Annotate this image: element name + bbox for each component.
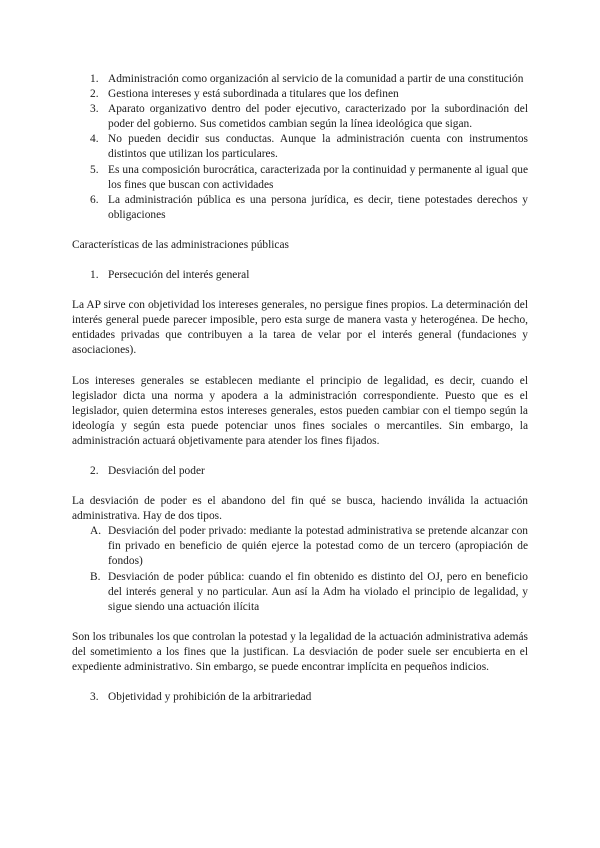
heading-2 bbox=[72, 464, 528, 479]
paragraph: La AP sirve con objetividad los intereses generales, no persigue fines propios. La determinación del interés general puede parecer imposible, pero esta surge de manera vasta y heterogénea. De hecho, entidades privadas que contribuyen a la tarea de velar por el interés general (fundaciones y asociaciones). bbox=[72, 299, 528, 357]
heading-1 bbox=[72, 268, 528, 283]
heading-number: 3. bbox=[90, 691, 99, 704]
list-item bbox=[72, 72, 528, 87]
list-letter: B. bbox=[90, 570, 101, 583]
spacer bbox=[72, 223, 528, 238]
heading-text: Desviación del poder bbox=[108, 464, 205, 477]
heading-number: 2. bbox=[90, 464, 99, 477]
list-letter: A. bbox=[90, 525, 102, 538]
list-text: Desviación del poder privado: mediante la potestad administrativa se pretende alcanzar con fin privado en beneficio de quién ejerce la potestad como de un tercero (apropiación de fondos) bbox=[108, 525, 528, 568]
list-item bbox=[72, 102, 528, 132]
list-item bbox=[72, 163, 528, 193]
list-text: La administración pública es una persona jurídica, es decir, tiene potestades derechos y obligaciones bbox=[108, 193, 528, 221]
paragraph: Los intereses generales se establecen mediante el principio de legalidad, es decir, cuando el legislador dicta una norma y apodera a la administración correspondiente. Puesto que es el legislador, quien determina estos intereses generales, estos pueden cambiar con el tiempo según la ideología y según esta puede potenciar unos fines sociales o mercantiles. Sin embargo, la administración actuará objetivamente para atender los fines fijados. bbox=[72, 374, 528, 447]
heading-number: 1. bbox=[90, 269, 99, 282]
spacer bbox=[72, 253, 528, 268]
deviation-types-list bbox=[72, 524, 528, 615]
spacer bbox=[72, 283, 528, 298]
list-item bbox=[72, 570, 528, 615]
list-text: Administración como organización al servicio de la comunidad a partir de una constitución bbox=[108, 73, 524, 85]
heading-item bbox=[72, 464, 528, 479]
list-item bbox=[72, 524, 528, 569]
list-number: 4. bbox=[90, 133, 99, 146]
list-item bbox=[72, 193, 528, 223]
spacer bbox=[72, 615, 528, 630]
spacer bbox=[72, 479, 528, 494]
list-number: 2. bbox=[90, 88, 99, 101]
heading-text: Persecución del interés general bbox=[108, 269, 250, 282]
list-number: 6. bbox=[90, 193, 99, 206]
characteristics-list bbox=[72, 72, 528, 223]
list-number: 3. bbox=[90, 103, 99, 116]
list-text: Aparato organizativo dentro del poder ejecutivo, caracterizado por la subordinación del poder del gobierno. Sus cometidos cambian según la línea ideológica que sigan. bbox=[108, 103, 528, 131]
spacer bbox=[72, 359, 528, 374]
spacer bbox=[72, 449, 528, 464]
spacer bbox=[72, 675, 528, 690]
list-number: 1. bbox=[90, 73, 99, 85]
heading-item bbox=[72, 690, 528, 705]
section-title: Características de las administraciones públicas bbox=[72, 238, 289, 251]
list-text: No pueden decidir sus conductas. Aunque la administración cuenta con instrumentos distintos que utilizan los particulares. bbox=[108, 133, 528, 161]
list-text: Es una composición burocrática, caracterizada por la continuidad y permanente al igual que los fines que buscan con actividades bbox=[108, 163, 528, 191]
paragraph: Son los tribunales los que controlan la potestad y la legalidad de la actuación administrativa además del sometimiento a los fines que la justifican. La desviación de poder suele ser encubierta en el expediente administrativo. Sin embargo, se puede encontrar implícita en pequeños indicios. bbox=[72, 630, 528, 673]
paragraph: La desviación de poder es el abandono del fin qué se busca, haciendo inválida la actuación administrativa. Hay de dos tipos. bbox=[72, 495, 528, 523]
list-text: Gestiona intereses y está subordinada a titulares que los definen bbox=[108, 88, 399, 101]
list-text: Desviación de poder pública: cuando el fin obtenido es distinto del OJ, pero en beneficio del interés general y no particular. Aun así la Adm ha violado el principio de legalidad, y sigue siendo una actuación ilícita bbox=[108, 570, 528, 613]
heading-item bbox=[72, 268, 528, 283]
list-item bbox=[72, 87, 528, 102]
heading-text: Objetividad y prohibición de la arbitrariedad bbox=[108, 691, 312, 704]
list-item bbox=[72, 132, 528, 162]
document-body bbox=[72, 72, 528, 705]
list-number: 5. bbox=[90, 163, 99, 176]
heading-3 bbox=[72, 690, 528, 705]
